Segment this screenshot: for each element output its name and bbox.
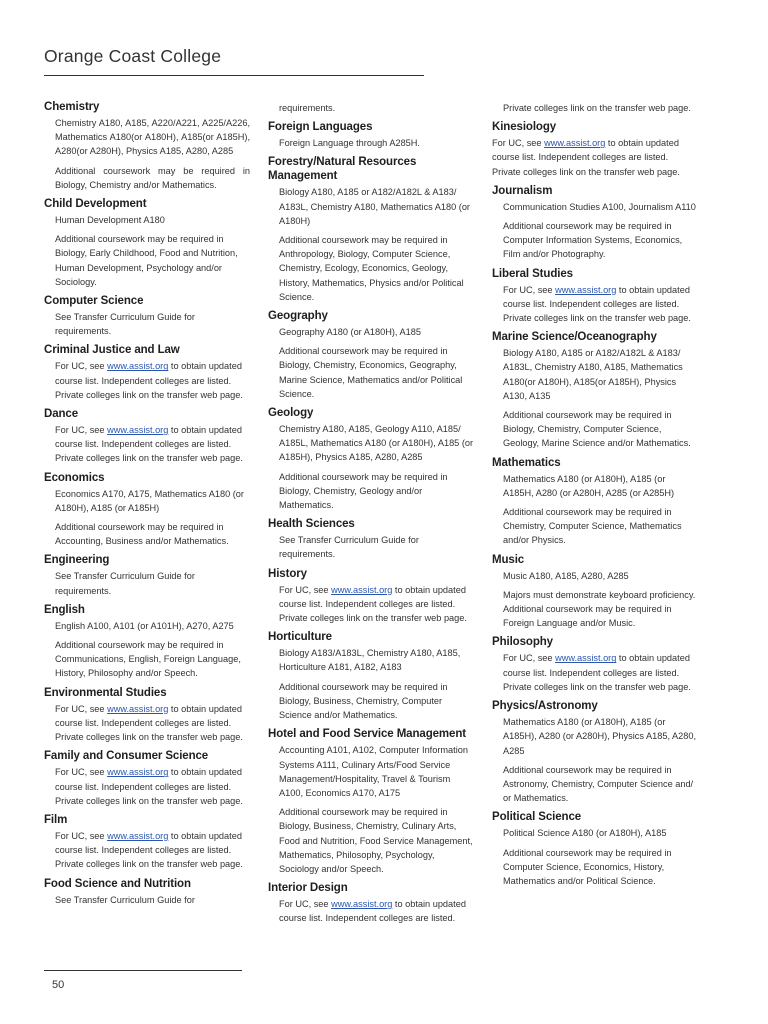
section-kinesiology <box>492 120 698 179</box>
uc-assist-note <box>279 897 474 925</box>
uc-post: to obtain updated course list. Independent colleges are listed. Private colleges link on the transfer web page. <box>55 361 243 400</box>
uc-post: to obtain updated course list. Independent colleges are listed. Private colleges link on the transfer web page. <box>55 425 243 464</box>
section-health-sciences <box>268 517 474 561</box>
uc-pre: For UC, see <box>503 284 556 295</box>
uc-post: to obtain updated course list. Independent colleges are listed. Private colleges link on the transfer web page. <box>503 284 691 324</box>
course-list: English A100, A101 (or A101H), A270, A275 <box>55 620 234 631</box>
assist-link[interactable]: www.assist.org <box>107 425 169 436</box>
uc-assist-note <box>503 651 698 694</box>
assist-link[interactable]: www.assist.org <box>544 138 606 149</box>
course-list: Biology A180, A185 or A182/A182L & A183/ A183L, Chemistry A180, Mathematics A180 (or A180H) <box>279 187 470 226</box>
section-heading: Geography <box>268 310 328 323</box>
section-heading: English <box>44 603 85 616</box>
section-history <box>268 567 474 626</box>
uc-assist-note <box>503 283 698 326</box>
section-criminal-justice <box>44 343 250 402</box>
continued-text: requirements. <box>279 103 336 113</box>
assist-link[interactable]: www.assist.org <box>107 703 169 714</box>
section-heading: Political Science <box>492 811 582 824</box>
assist-link[interactable]: www.assist.org <box>331 899 393 910</box>
additional-coursework: Additional coursework may be required in Astronomy, Chemistry, Computer Science and/ or Mathematics. <box>503 764 694 804</box>
course-list: Chemistry A180, A185, A220/A221, A225/A226, Mathematics A180(or A180H), A185(or A185H), A280(or A280H), Physics A185, A280, A285 <box>55 118 250 157</box>
section-philosophy <box>492 635 698 694</box>
course-list: Political Science A180 (or A180H), A185 <box>503 828 667 839</box>
section-political-science <box>492 810 698 888</box>
uc-assist-note <box>492 136 698 179</box>
uc-post: to obtain updated course list. Independent colleges are listed. Private colleges link on the transfer web page. <box>55 767 243 806</box>
section-heading: Geology <box>268 407 314 420</box>
uc-post: to obtain updated course list. Independent colleges are listed. Private colleges link on the transfer web page. <box>55 703 243 743</box>
additional-coursework: Additional coursework may be required in Biology, Chemistry and/or Mathematics. <box>55 165 250 190</box>
course-list: Human Development A180 <box>55 215 165 226</box>
uc-pre: For UC, see <box>55 361 108 372</box>
section-physics-astronomy <box>492 699 698 805</box>
section-computer-science <box>44 294 250 338</box>
section-economics <box>44 471 250 549</box>
section-marine-science <box>492 330 698 450</box>
section-family-consumer-science <box>44 749 250 808</box>
assist-link[interactable]: www.assist.org <box>555 284 617 295</box>
additional-coursework: Additional coursework may be required in Communications, English, Foreign Language, History, Philosophy and/or Speech. <box>55 640 241 679</box>
course-list: Biology A183/A183L, Chemistry A180, A185, Horticulture A181, A182, A183 <box>279 648 461 673</box>
section-heading: Liberal Studies <box>492 267 573 280</box>
uc-post: to obtain updated course list. Independent colleges are listed. Private colleges link on the transfer web page. <box>279 584 467 624</box>
section-heading: Food Science and Nutrition <box>44 877 191 890</box>
course-list: Mathematics A180 (or A180H), A185 (or A185H, A280 (or A280H, A285 (or A285H) <box>503 473 675 498</box>
section-hotel-food-service <box>268 727 474 876</box>
uc-assist-note <box>55 359 250 402</box>
section-heading: History <box>268 567 307 580</box>
course-list: Communication Studies A100, Journalism A110 <box>503 201 696 212</box>
uc-pre: For UC, see <box>55 830 108 841</box>
section-child-development <box>44 197 250 289</box>
section-interior-design <box>268 881 474 925</box>
course-list: Geography A180 (or A180H), A185 <box>279 327 421 338</box>
course-list: See Transfer Curriculum Guide for requirements. <box>55 312 195 337</box>
section-horticulture <box>268 630 474 722</box>
section-heading: Philosophy <box>492 636 553 649</box>
section-heading: Mathematics <box>492 456 561 469</box>
uc-assist-note <box>55 829 250 872</box>
section-heading: Horticulture <box>268 631 332 644</box>
section-heading: Economics <box>44 471 105 484</box>
uc-assist-note <box>55 423 250 466</box>
additional-coursework: Additional coursework may be required in Biology, Early Childhood, Food and Nutrition, Human Development, Psychology and/or Sociology. <box>55 234 238 287</box>
section-english <box>44 603 250 681</box>
course-list: Accounting A101, A102, Computer Information Systems A111, Culinary Arts/Food Service Management/Hospitality, Travel & Tourism A100, Economics A170, A175 <box>279 745 468 798</box>
column-3 <box>492 100 698 893</box>
uc-assist-note <box>279 583 474 626</box>
section-heading: Film <box>44 813 68 826</box>
page-number: 50 <box>52 979 65 991</box>
section-engineering <box>44 553 250 597</box>
section-heading: Environmental Studies <box>44 686 167 699</box>
additional-coursework: Additional coursework may be required in Biology, Chemistry, Economics, Geography, Marine Science, Mathematics and/or Political Science. <box>279 346 463 399</box>
section-heading: Music <box>492 553 525 566</box>
section-heading: Physics/Astronomy <box>492 700 598 713</box>
section-chemistry <box>44 100 250 192</box>
uc-pre: For UC, see <box>492 138 545 149</box>
section-geography <box>268 309 474 401</box>
section-heading: Interior Design <box>268 882 348 895</box>
footer-rule <box>44 970 242 971</box>
course-list: See Transfer Curriculum Guide for <box>55 894 195 905</box>
section-heading: Foreign Languages <box>268 121 373 134</box>
course-list: Music A180, A185, A280, A285 <box>503 570 629 581</box>
course-list: Chemistry A180, A185, Geology A110, A185/ A185L, Mathematics A180 (or A180H), A185 (or A185H), Physics A185, A280, A285 <box>279 424 474 463</box>
uc-pre: For UC, see <box>55 425 108 436</box>
additional-coursework: Additional coursework may be required in Accounting, Business and/or Mathematics. <box>55 522 229 547</box>
section-heading: Chemistry <box>44 101 100 113</box>
course-list: Foreign Language through A285H. <box>279 138 420 149</box>
uc-pre: For UC, see <box>55 767 108 778</box>
uc-pre: For UC, see <box>503 653 556 664</box>
section-mathematics <box>492 456 698 548</box>
page-header-title: Orange Coast College <box>44 46 222 66</box>
course-list: Mathematics A180 (or A180H), A185 (or A185H), A280 (or A280H), Physics A185, A280, A285 <box>503 717 697 756</box>
uc-post: to obtain updated course list. Independent colleges are listed. Private colleges link on the transfer web page. <box>503 653 691 692</box>
additional-coursework: Majors must demonstrate keyboard proficiency. Additional coursework may be required in Foreign Language and/or Music. <box>503 589 696 629</box>
section-heading: Hotel and Food Service Management <box>268 728 466 741</box>
assist-link[interactable]: www.assist.org <box>107 361 169 372</box>
section-music <box>492 553 698 631</box>
section-heading: Forestry/Natural Resources Management <box>268 156 417 183</box>
course-list: Biology A180, A185 or A182/A182L & A183/ A183L, Chemistry A180, A185, Mathematics A180(or A180H), A185(or A185H), Physics A130, A135 <box>503 348 683 401</box>
header-rule <box>44 75 424 76</box>
uc-post: to obtain updated course list. Independent colleges are listed. <box>279 899 466 924</box>
additional-coursework: Additional coursework may be required in Computer Information Systems, Economics, Film and/or Photography. <box>503 221 683 260</box>
section-heading: Criminal Justice and Law <box>44 344 180 357</box>
additional-coursework: Additional coursework may be required in Computer Science, Economics, History, Mathematics and/or Political Science. <box>503 847 672 886</box>
uc-post: to obtain updated course list. Independent colleges are listed. Private colleges link on the transfer web page. <box>492 138 680 177</box>
section-heading: Health Sciences <box>268 518 355 531</box>
course-list: Economics A170, A175, Mathematics A180 (or A180H), A185 (or A185H) <box>55 488 244 513</box>
section-heading: Family and Consumer Science <box>44 750 209 763</box>
section-heading: Engineering <box>44 554 110 567</box>
additional-coursework: Additional coursework may be required in Biology, Business, Chemistry, Culinary Arts, Food and Nutrition, Food Service Management, Mathematics, Philosophy, Psychology, Sociology and/or Speech. <box>279 807 473 874</box>
section-forestry <box>268 155 474 304</box>
section-dance <box>44 407 250 466</box>
additional-coursework: Additional coursework may be required in Biology, Business, Chemistry, Computer Science and/or Mathematics. <box>279 681 448 721</box>
additional-coursework: Additional coursework may be required in Chemistry, Computer Science, Mathematics and/or Physics. <box>503 507 682 546</box>
section-foreign-languages <box>268 120 474 150</box>
section-heading: Kinesiology <box>492 121 557 134</box>
uc-pre: For UC, see <box>279 584 332 595</box>
section-liberal-studies <box>492 267 698 326</box>
continued-text: Private colleges link on the transfer web page. <box>503 103 691 113</box>
assist-link[interactable]: www.assist.org <box>555 653 617 664</box>
additional-coursework: Additional coursework may be required in Biology, Chemistry, Geology and/or Mathematics. <box>279 471 448 511</box>
column-1 <box>44 100 250 912</box>
additional-coursework: Additional coursework may be required in Anthropology, Biology, Computer Science, Chemistry, Ecology, Economics, Geology, History, Mathematics, Physics and/or Political Science. <box>279 235 464 302</box>
assist-link[interactable]: www.assist.org <box>331 584 393 595</box>
section-heading: Dance <box>44 408 79 421</box>
assist-link[interactable]: www.assist.org <box>107 767 169 778</box>
course-list: See Transfer Curriculum Guide for requirements. <box>279 535 419 560</box>
section-environmental-studies <box>44 686 250 745</box>
uc-post: to obtain updated course list. Independent colleges are listed. Private colleges link on the transfer web page. <box>55 830 243 870</box>
column-2 <box>268 100 474 931</box>
section-food-science <box>44 877 250 907</box>
assist-link[interactable]: www.assist.org <box>107 830 169 841</box>
additional-coursework: Additional coursework may be required in Biology, Chemistry, Computer Science, Geology, Marine Science and/or Mathematics. <box>503 410 691 449</box>
uc-pre: For UC, see <box>279 899 332 910</box>
section-journalism <box>492 184 698 262</box>
section-geology <box>268 406 474 512</box>
section-heading: Computer Science <box>44 295 144 308</box>
course-list: See Transfer Curriculum Guide for requirements. <box>55 571 195 596</box>
uc-assist-note <box>55 765 250 808</box>
section-film <box>44 813 250 872</box>
uc-pre: For UC, see <box>55 703 108 714</box>
section-heading: Journalism <box>492 184 553 197</box>
section-heading: Child Development <box>44 198 147 211</box>
uc-assist-note <box>55 702 250 745</box>
section-heading: Marine Science/Oceanography <box>492 331 657 344</box>
